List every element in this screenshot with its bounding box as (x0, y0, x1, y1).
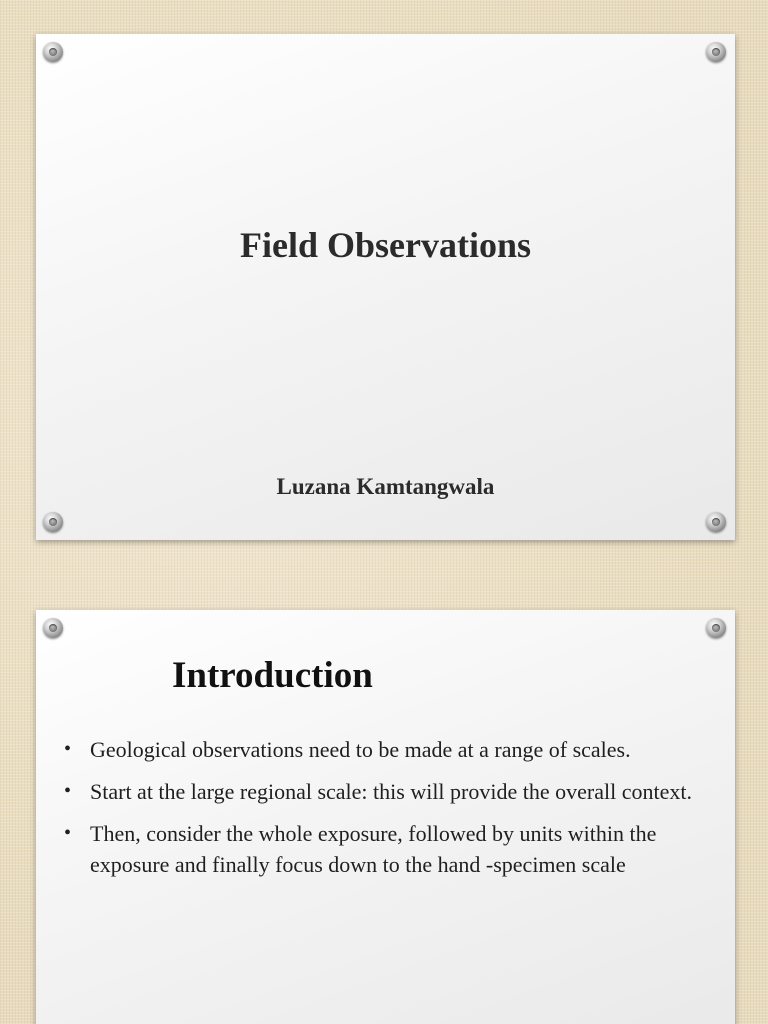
bullet-item (64, 818, 714, 880)
bullet-item (64, 776, 714, 807)
introduction-slide (36, 610, 735, 1024)
pushpin-icon (706, 512, 726, 532)
bullet-icon: • (64, 822, 72, 844)
pushpin-icon (43, 618, 63, 638)
pushpin-icon (706, 42, 726, 62)
pushpin-icon (43, 512, 63, 532)
pushpin-icon (43, 42, 63, 62)
slide-title: Field Observations (239, 225, 531, 265)
bullet-text: Then, consider the whole exposure, followed by units within the exposure and finally focus down to the hand -specimen scale (90, 821, 657, 877)
slide-heading: Introduction (172, 655, 373, 696)
pushpin-icon (706, 618, 726, 638)
bullet-item (64, 734, 714, 765)
slide-author: Luzana Kamtangwala (276, 474, 495, 499)
bullet-text: Start at the large regional scale: this will provide the overall context. (90, 779, 692, 804)
title-slide (36, 34, 735, 540)
bullet-icon: • (64, 738, 72, 760)
bullet-icon: • (64, 780, 72, 802)
bullet-list (64, 734, 714, 891)
bullet-text: Geological observations need to be made at a range of scales. (90, 737, 631, 762)
